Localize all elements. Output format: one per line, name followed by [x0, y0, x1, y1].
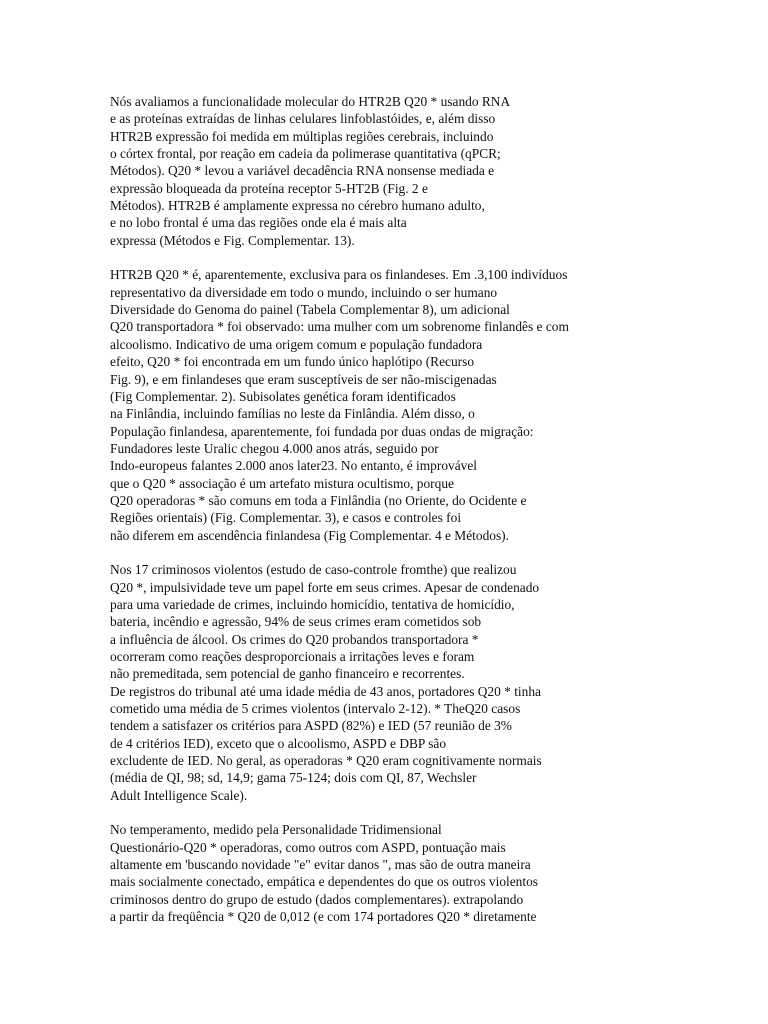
text-line: ocorreram como reações desproporcionais a irritações leves e foram	[110, 649, 475, 664]
text-line: Questionário-Q20 * operadoras, como outros com ASPD, pontuação mais	[110, 839, 506, 855]
text-line: Fundadores leste Uralic chegou 4.000 anos atrás, seguido por	[110, 440, 439, 456]
text-line: excludente de IED. No geral, as operadoras * Q20 eram cognitivamente normais	[110, 753, 542, 769]
text-line: e as proteínas extraídas de linhas celulares linfoblastóides, e, além disso	[110, 111, 496, 127]
text-line: que o Q20 * associação é um artefato mistura ocultismo, porque	[110, 475, 454, 491]
text-line: Q20 operadoras * são comuns em toda a Finlândia (no Oriente, do Ocidente e	[110, 492, 527, 508]
text-line: a partir da freqüência * Q20 de 0,012 (e com 174 portadores Q20 * diretamente	[110, 909, 537, 925]
text-line: Indo-europeus falantes 2.000 anos later23. No entanto, é improvável	[110, 458, 478, 474]
text-line: Q20 transportadora * foi observado: uma mulher com um sobrenome finlandês e com	[110, 319, 569, 335]
text-line: a influência de álcool. Os crimes do Q20 probandos transportadora *	[110, 631, 479, 647]
text-line: População finlandesa, aparentemente, foi fundada por duas ondas de migração:	[110, 423, 534, 439]
text-line: Diversidade do Genoma do painel (Tabela Complementar 8), um adicional	[110, 302, 510, 318]
text-line: (Fig Complementar. 2). Subisolates genética foram identificados	[110, 388, 456, 404]
text-line: efeito, Q20 * foi encontrada em um fundo único haplótipo (Recurso	[110, 354, 475, 370]
text-line: Nos 17 criminosos violentos (estudo de caso-controle fromthe) que realizou	[110, 562, 517, 578]
text-line: de 4 critérios IED), exceto que o alcoolismo, ASPD e DBP são	[110, 735, 447, 751]
paragraph-3	[110, 561, 650, 804]
text-line: Regiões orientais) (Fig. Complementar. 3), e casos e controles foi	[110, 510, 462, 526]
text-line: representativo da diversidade em todo o mundo, incluindo o ser humano	[110, 284, 498, 300]
text-line: e no lobo frontal é uma das regiões onde ela é mais alta	[110, 215, 407, 231]
text-line: altamente em 'buscando novidade "e" evitar danos ", mas são de outra maneira	[110, 857, 531, 873]
text-line: Adult Intelligence Scale).	[110, 787, 248, 803]
text-line: cometido uma média de 5 crimes violentos (intervalo 2-12). * TheQ20 casos	[110, 701, 521, 717]
text-line: alcoolismo. Indicativo de uma origem comum e população fundadora	[110, 336, 483, 352]
text-line: expressão bloqueada da proteína receptor 5-HT2B (Fig. 2 e	[110, 180, 428, 196]
text-line: para uma variedade de crimes, incluindo homicídio, tentativa de homicídio,	[110, 596, 515, 612]
text-line: HTR2B expressão foi medida em múltiplas regiões cerebrais, incluindo	[110, 128, 494, 144]
text-line: o córtex frontal, por reação em cadeia da polimerase quantitativa (qPCR;	[110, 146, 501, 162]
text-line: (média de QI, 98; sd, 14,9; gama 75-124; dois com QI, 87, Wechsler	[110, 770, 477, 786]
text-line: Métodos). HTR2B é amplamente expressa no cérebro humano adulto,	[110, 198, 485, 214]
text-line: não diferem em ascendência finlandesa (Fig Complementar. 4 e Métodos).	[110, 527, 509, 543]
text-line: tendem a satisfazer os critérios para ASPD (82%) e IED (57 reunião de 3%	[110, 718, 512, 734]
text-line: na Finlândia, incluindo famílias no leste da Finlândia. Além disso, o	[110, 406, 475, 422]
text-line: Q20 *, impulsividade teve um papel forte em seus crimes. Apesar de condenado	[110, 579, 540, 595]
text-line: não premeditada, sem potencial de ganho financeiro e recorrentes.	[110, 666, 465, 682]
text-line: Nós avaliamos a funcionalidade molecular do HTR2B Q20 * usando RNA	[110, 94, 511, 109]
paragraph-4	[110, 821, 650, 925]
body-text	[110, 93, 650, 943]
text-line: criminosos dentro do grupo de estudo (dados complementares). extrapolando	[110, 891, 524, 907]
text-line: No temperamento, medido pela Personalidade Tridimensional	[110, 822, 442, 838]
text-line: Fig. 9), e em finlandeses que eram susceptíveis de ser não-miscigenadas	[110, 371, 497, 387]
text-line: bateria, incêndio e agressão, 94% de seus crimes eram cometidos sob	[110, 614, 482, 630]
text-line: expressa (Métodos e Fig. Complementar. 13).	[110, 232, 355, 248]
text-line: HTR2B Q20 * é, aparentemente, exclusiva para os finlandeses. Em .3,100 indivíduos	[110, 267, 568, 283]
text-line: De registros do tribunal até uma idade média de 43 anos, portadores Q20 * tinha	[110, 683, 541, 699]
paragraph-2	[110, 266, 650, 544]
text-line: Métodos). Q20 * levou a variável decadência RNA nonsense mediada e	[110, 163, 495, 179]
paragraph-1	[110, 93, 650, 249]
text-line: mais socialmente conectado, empática e dependentes do que os outros violentos	[110, 874, 538, 890]
